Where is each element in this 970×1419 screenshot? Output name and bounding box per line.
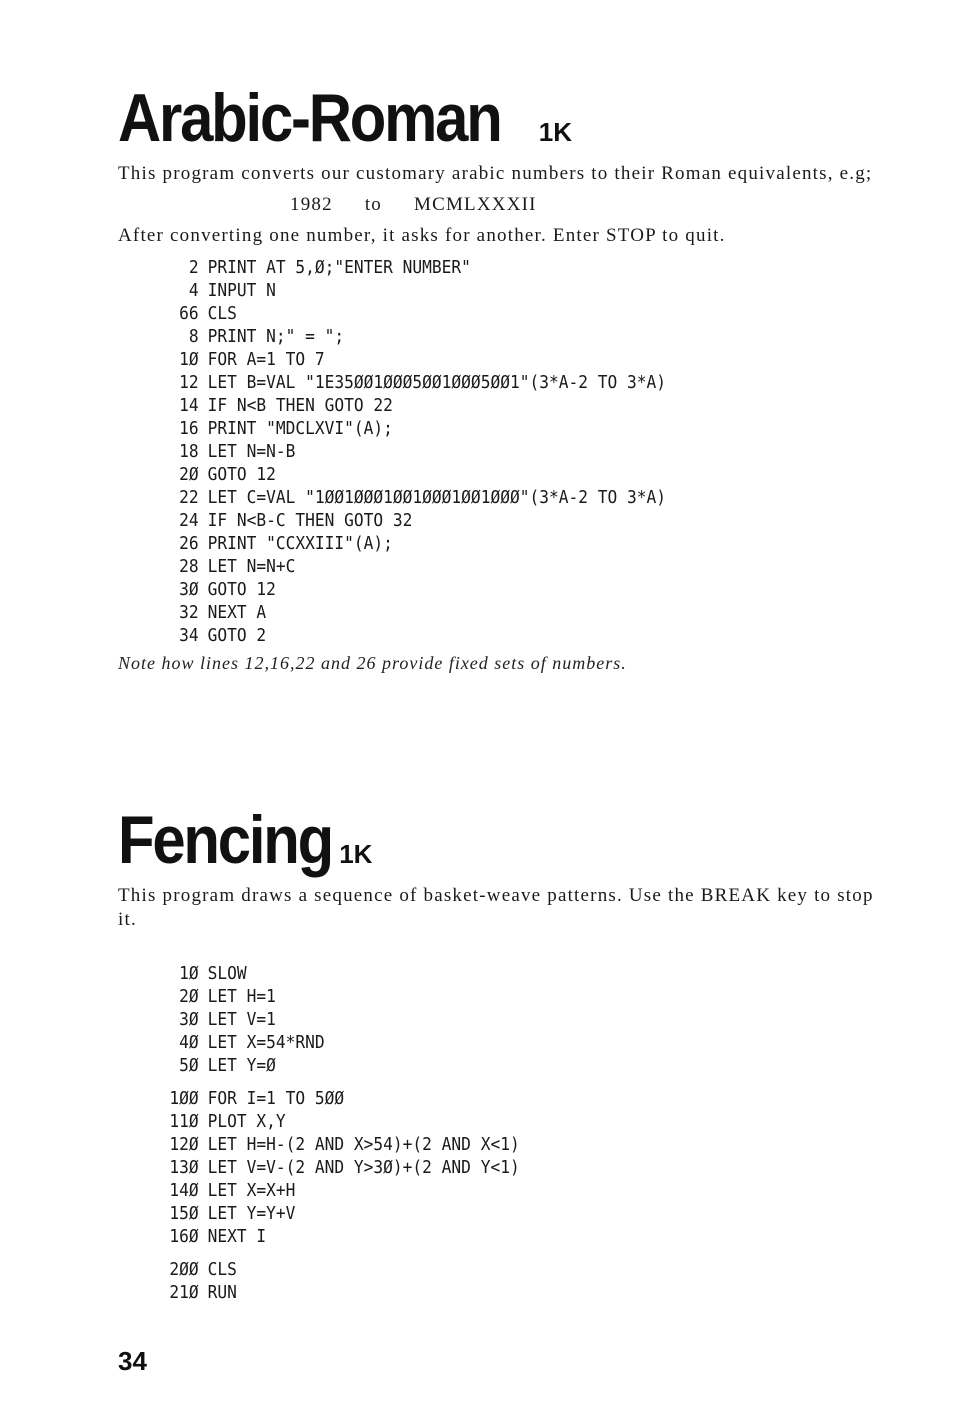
line-number: 18 — [179, 441, 199, 462]
line-number: 2 — [188, 257, 199, 278]
line-number: 28 — [179, 556, 199, 577]
program-listing — [168, 962, 807, 1304]
statement: INPUT N — [207, 280, 276, 301]
code-line — [168, 1087, 807, 1110]
line-number: 12 — [179, 372, 199, 393]
section-title: Fencing — [118, 802, 333, 878]
code-line — [168, 962, 807, 985]
statement: LET Y=Y+V — [207, 1203, 296, 1224]
line-number: 26 — [179, 533, 199, 554]
statement: LET N=N+C — [207, 556, 296, 577]
code-line — [168, 624, 807, 647]
code-line — [168, 348, 807, 371]
statement: IF N<B THEN GOTO 22 — [207, 395, 393, 416]
statement: CLS — [207, 303, 237, 324]
line-number: 11Ø — [169, 1111, 199, 1132]
example-to: to — [364, 194, 382, 215]
line-number: 4 — [188, 280, 199, 301]
code-line — [168, 417, 807, 440]
code-line — [168, 302, 807, 325]
code-line — [168, 1133, 807, 1156]
statement: LET X=X+H — [207, 1180, 296, 1201]
line-number: 15Ø — [169, 1203, 199, 1224]
intro-paragraph: This program draws a sequence of basket-weave patterns. Use the BREAK key to stop it. — [118, 885, 874, 930]
code-line — [168, 256, 807, 279]
memory-badge: 1K — [339, 839, 373, 869]
code-line — [168, 985, 807, 1008]
statement: LET V=1 — [207, 1009, 276, 1030]
statement: LET C=VAL "1ØØ1ØØØ1ØØ1ØØØ1ØØ1ØØØ"(3*A-2 TO 3*A) — [207, 487, 667, 508]
line-number: 16Ø — [169, 1226, 199, 1247]
line-number: 4Ø — [179, 1032, 199, 1053]
memory-badge: 1K — [538, 117, 572, 147]
statement: NEXT A — [207, 602, 267, 623]
section-heading — [118, 800, 878, 880]
line-number: 13Ø — [169, 1157, 199, 1178]
code-line — [168, 1031, 807, 1054]
statement: PRINT "MDCLXVI"(A); — [207, 418, 393, 439]
line-number: 2ØØ — [169, 1259, 199, 1280]
intro-paragraph: This program converts our customary arabic numbers to their Roman equivalents, e.g; — [118, 163, 873, 184]
code-line — [168, 440, 807, 463]
statement: CLS — [207, 1259, 237, 1280]
line-number: 24 — [179, 510, 199, 531]
code-line — [168, 1202, 807, 1225]
line-number: 3Ø — [179, 1009, 199, 1030]
statement: PRINT "CCXXIII"(A); — [207, 533, 393, 554]
code-line — [168, 601, 807, 624]
line-number: 5Ø — [179, 1055, 199, 1076]
statement: LET H=1 — [207, 986, 276, 1007]
line-number: 8 — [188, 326, 199, 347]
arabic-roman-section — [118, 78, 878, 674]
line-number: 2Ø — [179, 986, 199, 1007]
statement: SLOW — [207, 963, 247, 984]
statement: PRINT AT 5,Ø;"ENTER NUMBER" — [207, 257, 471, 278]
code-line — [168, 371, 807, 394]
code-line — [168, 394, 807, 417]
code-line — [168, 555, 807, 578]
section-title: Arabic-Roman — [118, 80, 501, 156]
code-line — [168, 1008, 807, 1031]
example-roman: MCMLXXXII — [414, 194, 537, 215]
code-line — [168, 532, 807, 555]
listing-gap — [168, 1077, 807, 1087]
line-number: 16 — [179, 418, 199, 439]
line-number: 2Ø — [179, 464, 199, 485]
statement: LET Y=Ø — [207, 1055, 276, 1076]
line-number: 12Ø — [169, 1134, 199, 1155]
code-line — [168, 486, 807, 509]
after-paragraph: After converting one number, it asks for another. Enter STOP to quit. — [118, 225, 726, 246]
line-number: 66 — [179, 303, 199, 324]
line-number: 3Ø — [179, 579, 199, 600]
page-number: 34 — [118, 1346, 147, 1376]
code-line — [168, 1225, 807, 1248]
statement: RUN — [207, 1282, 237, 1303]
line-number: 21Ø — [169, 1282, 199, 1303]
code-line — [168, 1281, 807, 1304]
statement: IF N<B-C THEN GOTO 32 — [207, 510, 413, 531]
section-heading — [118, 78, 878, 158]
code-line — [168, 325, 807, 348]
line-number: 32 — [179, 602, 199, 623]
line-number: 14Ø — [169, 1180, 199, 1201]
statement: LET B=VAL "1E35ØØ1ØØØ5ØØ1ØØØ5ØØ1"(3*A-2 TO 3*A) — [207, 372, 667, 393]
code-line — [168, 1179, 807, 1202]
listing-note: Note how lines 12,16,22 and 26 provide fixed sets of numbers. — [118, 653, 627, 673]
example-arabic: 1982 — [290, 194, 333, 215]
program-listing — [168, 256, 807, 647]
line-number: 14 — [179, 395, 199, 416]
statement: LET V=V-(2 AND Y>3Ø)+(2 AND Y<1) — [207, 1157, 520, 1178]
statement: PLOT X,Y — [207, 1111, 286, 1132]
statement: LET H=H-(2 AND X>54)+(2 AND X<1) — [207, 1134, 520, 1155]
statement: GOTO 12 — [207, 579, 276, 600]
conversion-example — [290, 194, 878, 216]
statement: LET N=N-B — [207, 441, 296, 462]
statement: GOTO 12 — [207, 464, 276, 485]
code-line — [168, 578, 807, 601]
line-number: 1Ø — [179, 349, 199, 370]
line-number: 1Ø — [179, 963, 199, 984]
statement: FOR I=1 TO 5ØØ — [207, 1088, 345, 1109]
code-line — [168, 463, 807, 486]
code-line — [168, 1054, 807, 1077]
statement: PRINT N;" = "; — [207, 326, 345, 347]
code-line — [168, 509, 807, 532]
line-number: 1ØØ — [169, 1088, 199, 1109]
listing-gap — [168, 1248, 807, 1258]
line-number: 34 — [179, 625, 199, 646]
fencing-section — [118, 800, 878, 1304]
line-number: 22 — [179, 487, 199, 508]
statement: LET X=54*RND — [207, 1032, 325, 1053]
code-line — [168, 1110, 807, 1133]
statement: GOTO 2 — [207, 625, 267, 646]
code-line — [168, 1258, 807, 1281]
code-line — [168, 1156, 807, 1179]
statement: FOR A=1 TO 7 — [207, 349, 325, 370]
statement: NEXT I — [207, 1226, 267, 1247]
code-line — [168, 279, 807, 302]
